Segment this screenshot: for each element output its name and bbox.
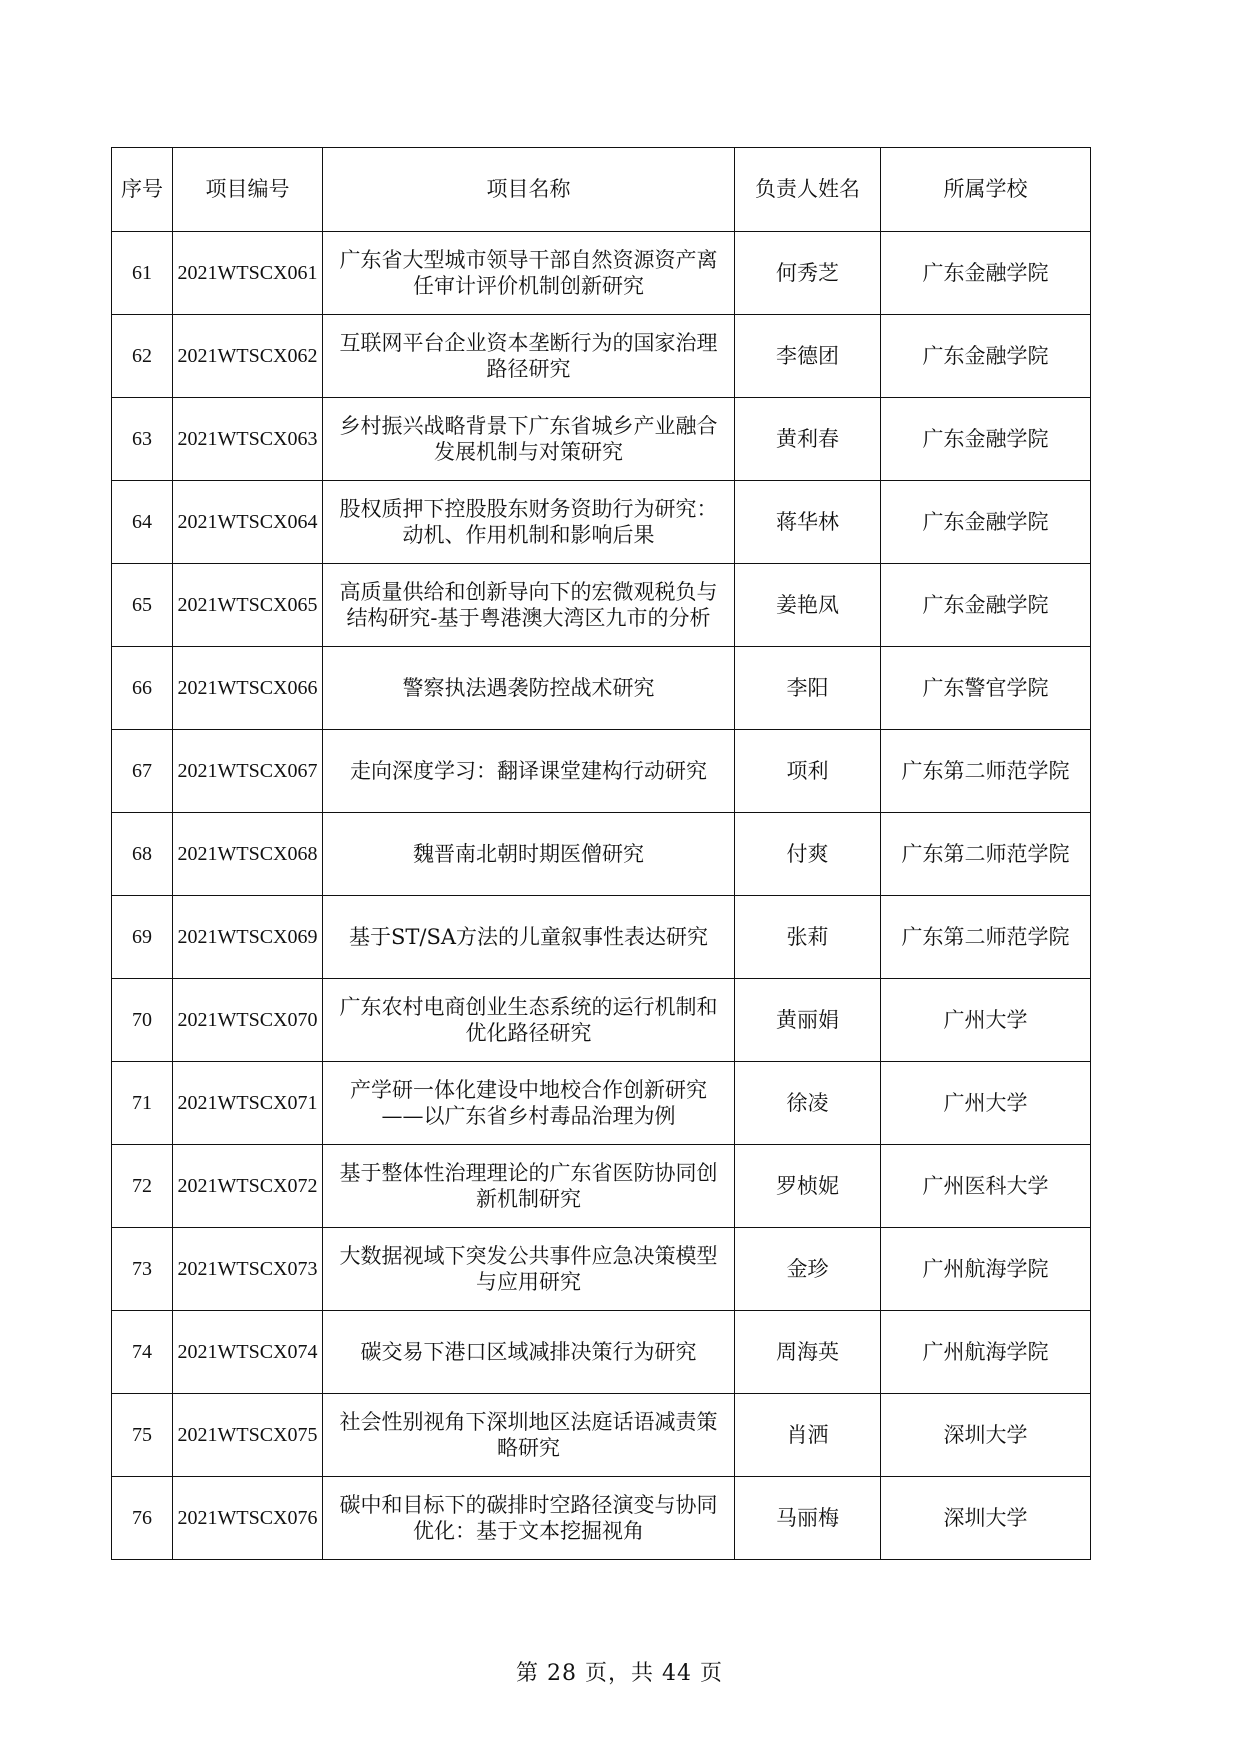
cell-code: 2021WTSCX070: [173, 979, 323, 1062]
table-row: [112, 398, 1091, 481]
cell-code: 2021WTSCX063: [173, 398, 323, 481]
table-row: [112, 1311, 1091, 1394]
cell-school: 广东第二师范学院: [881, 896, 1091, 979]
cell-project-name: 广东省大型城市领导干部自然资源资产离任审计评价机制创新研究: [323, 232, 735, 315]
cell-project-name: 基于ST/SA方法的儿童叙事性表达研究: [323, 896, 735, 979]
table-row: [112, 564, 1091, 647]
cell-project-name: 股权质押下控股股东财务资助行为研究：动机、作用机制和影响后果: [323, 481, 735, 564]
cell-leader: 罗桢妮: [735, 1145, 881, 1228]
cell-leader: 周海英: [735, 1311, 881, 1394]
cell-code: 2021WTSCX074: [173, 1311, 323, 1394]
table-row: [112, 481, 1091, 564]
cell-code: 2021WTSCX066: [173, 647, 323, 730]
cell-project-name: 互联网平台企业资本垄断行为的国家治理路径研究: [323, 315, 735, 398]
table-header-row: [112, 148, 1091, 232]
cell-leader: 项利: [735, 730, 881, 813]
cell-leader: 李德团: [735, 315, 881, 398]
table-row: [112, 232, 1091, 315]
cell-project-name: 广东农村电商创业生态系统的运行机制和优化路径研究: [323, 979, 735, 1062]
table-row: [112, 1477, 1091, 1560]
cell-school: 广州航海学院: [881, 1228, 1091, 1311]
cell-project-name: 基于整体性治理理论的广东省医防协同创新机制研究: [323, 1145, 735, 1228]
project-table: [111, 147, 1091, 1560]
cell-project-name: 产学研一体化建设中地校合作创新研究——以广东省乡村毒品治理为例: [323, 1062, 735, 1145]
cell-leader: 付爽: [735, 813, 881, 896]
cell-school: 广州航海学院: [881, 1311, 1091, 1394]
cell-project-name: 社会性别视角下深圳地区法庭话语减责策略研究: [323, 1394, 735, 1477]
cell-school: 广东金融学院: [881, 315, 1091, 398]
cell-school: 广东金融学院: [881, 232, 1091, 315]
cell-leader: 金珍: [735, 1228, 881, 1311]
cell-leader: 姜艳凤: [735, 564, 881, 647]
cell-no: 63: [112, 398, 173, 481]
cell-project-name: 碳中和目标下的碳排时空路径演变与协同优化：基于文本挖掘视角: [323, 1477, 735, 1560]
cell-code: 2021WTSCX068: [173, 813, 323, 896]
cell-leader: 李阳: [735, 647, 881, 730]
cell-code: 2021WTSCX072: [173, 1145, 323, 1228]
cell-project-name: 警察执法遇袭防控战术研究: [323, 647, 735, 730]
table-row: [112, 813, 1091, 896]
cell-school: 广州医科大学: [881, 1145, 1091, 1228]
table-row: [112, 1145, 1091, 1228]
header-code: 项目编号: [173, 148, 323, 232]
table-row: [112, 1228, 1091, 1311]
cell-school: 广州大学: [881, 1062, 1091, 1145]
cell-no: 76: [112, 1477, 173, 1560]
table-row: [112, 315, 1091, 398]
header-leader: 负责人姓名: [735, 148, 881, 232]
cell-school: 广东金融学院: [881, 564, 1091, 647]
cell-leader: 蒋华林: [735, 481, 881, 564]
cell-project-name: 走向深度学习：翻译课堂建构行动研究: [323, 730, 735, 813]
cell-leader: 何秀芝: [735, 232, 881, 315]
cell-code: 2021WTSCX069: [173, 896, 323, 979]
cell-no: 73: [112, 1228, 173, 1311]
cell-leader: 张莉: [735, 896, 881, 979]
table-row: [112, 730, 1091, 813]
cell-code: 2021WTSCX067: [173, 730, 323, 813]
cell-school: 广东金融学院: [881, 481, 1091, 564]
cell-no: 66: [112, 647, 173, 730]
cell-school: 广东警官学院: [881, 647, 1091, 730]
cell-leader: 徐凌: [735, 1062, 881, 1145]
cell-no: 75: [112, 1394, 173, 1477]
cell-no: 67: [112, 730, 173, 813]
cell-school: 广州大学: [881, 979, 1091, 1062]
cell-no: 61: [112, 232, 173, 315]
cell-no: 64: [112, 481, 173, 564]
cell-leader: 马丽梅: [735, 1477, 881, 1560]
cell-project-name: 高质量供给和创新导向下的宏微观税负与结构研究-基于粤港澳大湾区九市的分析: [323, 564, 735, 647]
cell-project-name: 大数据视域下突发公共事件应急决策模型与应用研究: [323, 1228, 735, 1311]
header-school: 所属学校: [881, 148, 1091, 232]
cell-school: 深圳大学: [881, 1394, 1091, 1477]
table-row: [112, 647, 1091, 730]
cell-no: 65: [112, 564, 173, 647]
cell-code: 2021WTSCX076: [173, 1477, 323, 1560]
cell-project-name: 乡村振兴战略背景下广东省城乡产业融合发展机制与对策研究: [323, 398, 735, 481]
table-body: [112, 232, 1091, 1560]
cell-school: 广东第二师范学院: [881, 813, 1091, 896]
cell-no: 72: [112, 1145, 173, 1228]
page-number: 第 28 页，共 44 页: [516, 1661, 723, 1686]
cell-leader: 黄丽娟: [735, 979, 881, 1062]
cell-project-name: 碳交易下港口区域减排决策行为研究: [323, 1311, 735, 1394]
cell-no: 62: [112, 315, 173, 398]
cell-school: 深圳大学: [881, 1477, 1091, 1560]
header-name: 项目名称: [323, 148, 735, 232]
cell-code: 2021WTSCX075: [173, 1394, 323, 1477]
cell-leader: 黄利春: [735, 398, 881, 481]
table-row: [112, 896, 1091, 979]
cell-no: 69: [112, 896, 173, 979]
table-row: [112, 1062, 1091, 1145]
table-row: [112, 979, 1091, 1062]
cell-code: 2021WTSCX061: [173, 232, 323, 315]
cell-no: 68: [112, 813, 173, 896]
cell-code: 2021WTSCX065: [173, 564, 323, 647]
cell-no: 71: [112, 1062, 173, 1145]
header-no: 序号: [112, 148, 173, 232]
cell-leader: 肖洒: [735, 1394, 881, 1477]
cell-project-name: 魏晋南北朝时期医僧研究: [323, 813, 735, 896]
cell-no: 74: [112, 1311, 173, 1394]
cell-no: 70: [112, 979, 173, 1062]
cell-code: 2021WTSCX073: [173, 1228, 323, 1311]
cell-code: 2021WTSCX071: [173, 1062, 323, 1145]
cell-school: 广东金融学院: [881, 398, 1091, 481]
cell-school: 广东第二师范学院: [881, 730, 1091, 813]
cell-code: 2021WTSCX064: [173, 481, 323, 564]
cell-code: 2021WTSCX062: [173, 315, 323, 398]
table-row: [112, 1394, 1091, 1477]
